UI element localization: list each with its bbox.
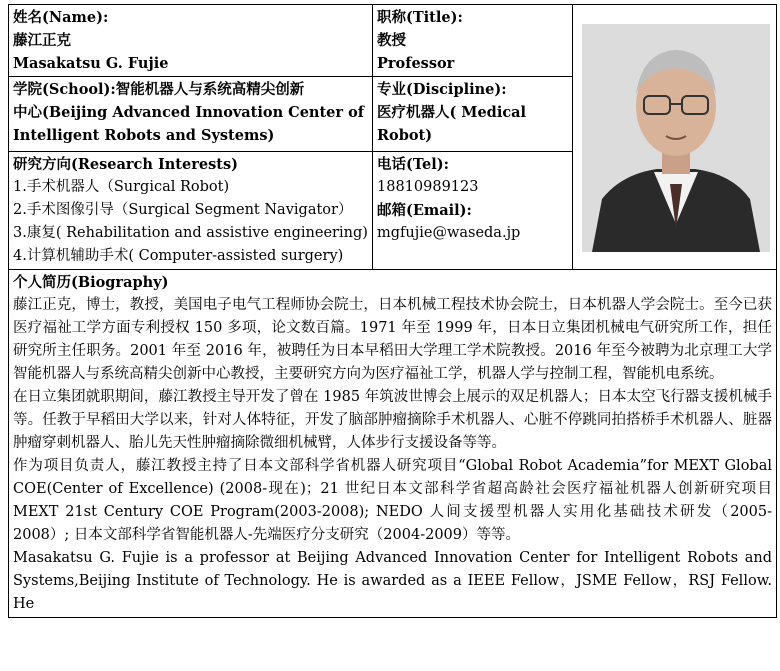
research-item: 3.康复( Rehabilitation and assistive engineering) (13, 225, 368, 241)
biography-label: 个人简历(Biography) (13, 274, 169, 291)
photo-cell (573, 5, 777, 270)
research-item: 1.手术机器人（Surgical Robot) (13, 179, 230, 195)
discipline-label: 专业(Discipline): (377, 81, 507, 98)
school-cell (9, 77, 373, 152)
discipline-line-2: 医疗机器人( Medical (377, 104, 527, 121)
name-chinese: 藤江正克 (13, 32, 71, 49)
school-line-3: Intelligent Robots and Systems) (13, 127, 275, 144)
biography-cell (9, 270, 777, 618)
biography-paragraph: 藤江正克，博士，教授，美国电子电气工程师协会院士，日本机械工程技术协会院士，日本机器人学会院士。至今已获医疗福祉工学方面专利授权 150 多项，论文数百篇。1971 年至 1999 年，日本日立集团机械电气研究所工作，担任研究所主任职务。2001 年至 2016 年，被聘任为日本早稻田大学理工学术院教授。2016 年至今被聘为北京理工大学智能机器人与系统高精尖创新中心教授，主要研究方向为医疗福祉工学，机器人学与控制工程，智能机电系统。 (13, 297, 772, 382)
contact-cell (373, 152, 573, 270)
tel-label: 电话(Tel): (377, 156, 449, 173)
name-english: Masakatsu G. Fujie (13, 55, 169, 72)
title-chinese: 教授 (377, 32, 406, 49)
email-label: 邮箱(Email): (377, 202, 472, 219)
biography-paragraph: 在日立集团就职期间，藤江教授主导开发了曾在 1985 年筑波世博会上展示的双足机器人；日本太空飞行器支援机械手等。任教于早稻田大学以来，针对人体特征，开发了脑部肿瘤摘除手术机器人、心脏不停跳同拍搭桥手术机器人、脏器肿瘤穿刺机器人、胎儿先天性肿瘤摘除微细机械臂，人体步行支援设备等等。 (13, 389, 772, 451)
school-line-1: 学院(School):智能机器人与系统高精尖创新 (13, 81, 305, 98)
name-cell (9, 5, 373, 77)
biography-paragraph: Masakatsu G. Fujie is a professor at Beijing Advanced Innovation Center for Intelligent Robots and Systems,Beijing Institute of Technology. He is awarded as a IEEE Fellow，JSME Fellow，RSJ Fellow. He (13, 550, 772, 612)
portrait-photo (582, 24, 770, 252)
title-cell (373, 5, 573, 77)
research-cell (9, 152, 373, 270)
biography-paragraph: 作为项目负责人，藤江教授主持了日本文部科学省机器人研究项目“Global Robot Academia”for MEXT Global COE(Center of Excellence) (2008-现在)；21 世纪日本文部科学省超高龄社会医疗福祉机器人创新研究项目 MEXT 21st Century COE Program(2003-2008); NEDO 人间支援型机器人实用化基础技术研发（2005-2008）; 日本文部科学省智能机器人-先端医疗分支研究（2004-2009）等等。 (13, 458, 772, 543)
research-item: 4.计算机辅助手术( Computer-assisted surgery) (13, 248, 344, 264)
research-label: 研究方向(Research Interests) (13, 156, 238, 173)
research-item: 2.手术图像引导（Surgical Segment Navigator） (13, 202, 353, 218)
discipline-cell (373, 77, 573, 152)
email-value[interactable]: mgfujie@waseda.jp (377, 225, 521, 241)
title-label: 职称(Title): (377, 9, 463, 26)
name-label: 姓名(Name): (13, 9, 109, 26)
title-english: Professor (377, 55, 455, 72)
discipline-line-3: Robot) (377, 127, 433, 144)
profile-table (8, 4, 777, 618)
school-line-2: 中心(Beijing Advanced Innovation Center of (13, 104, 364, 121)
tel-value: 18810989123 (377, 179, 479, 195)
